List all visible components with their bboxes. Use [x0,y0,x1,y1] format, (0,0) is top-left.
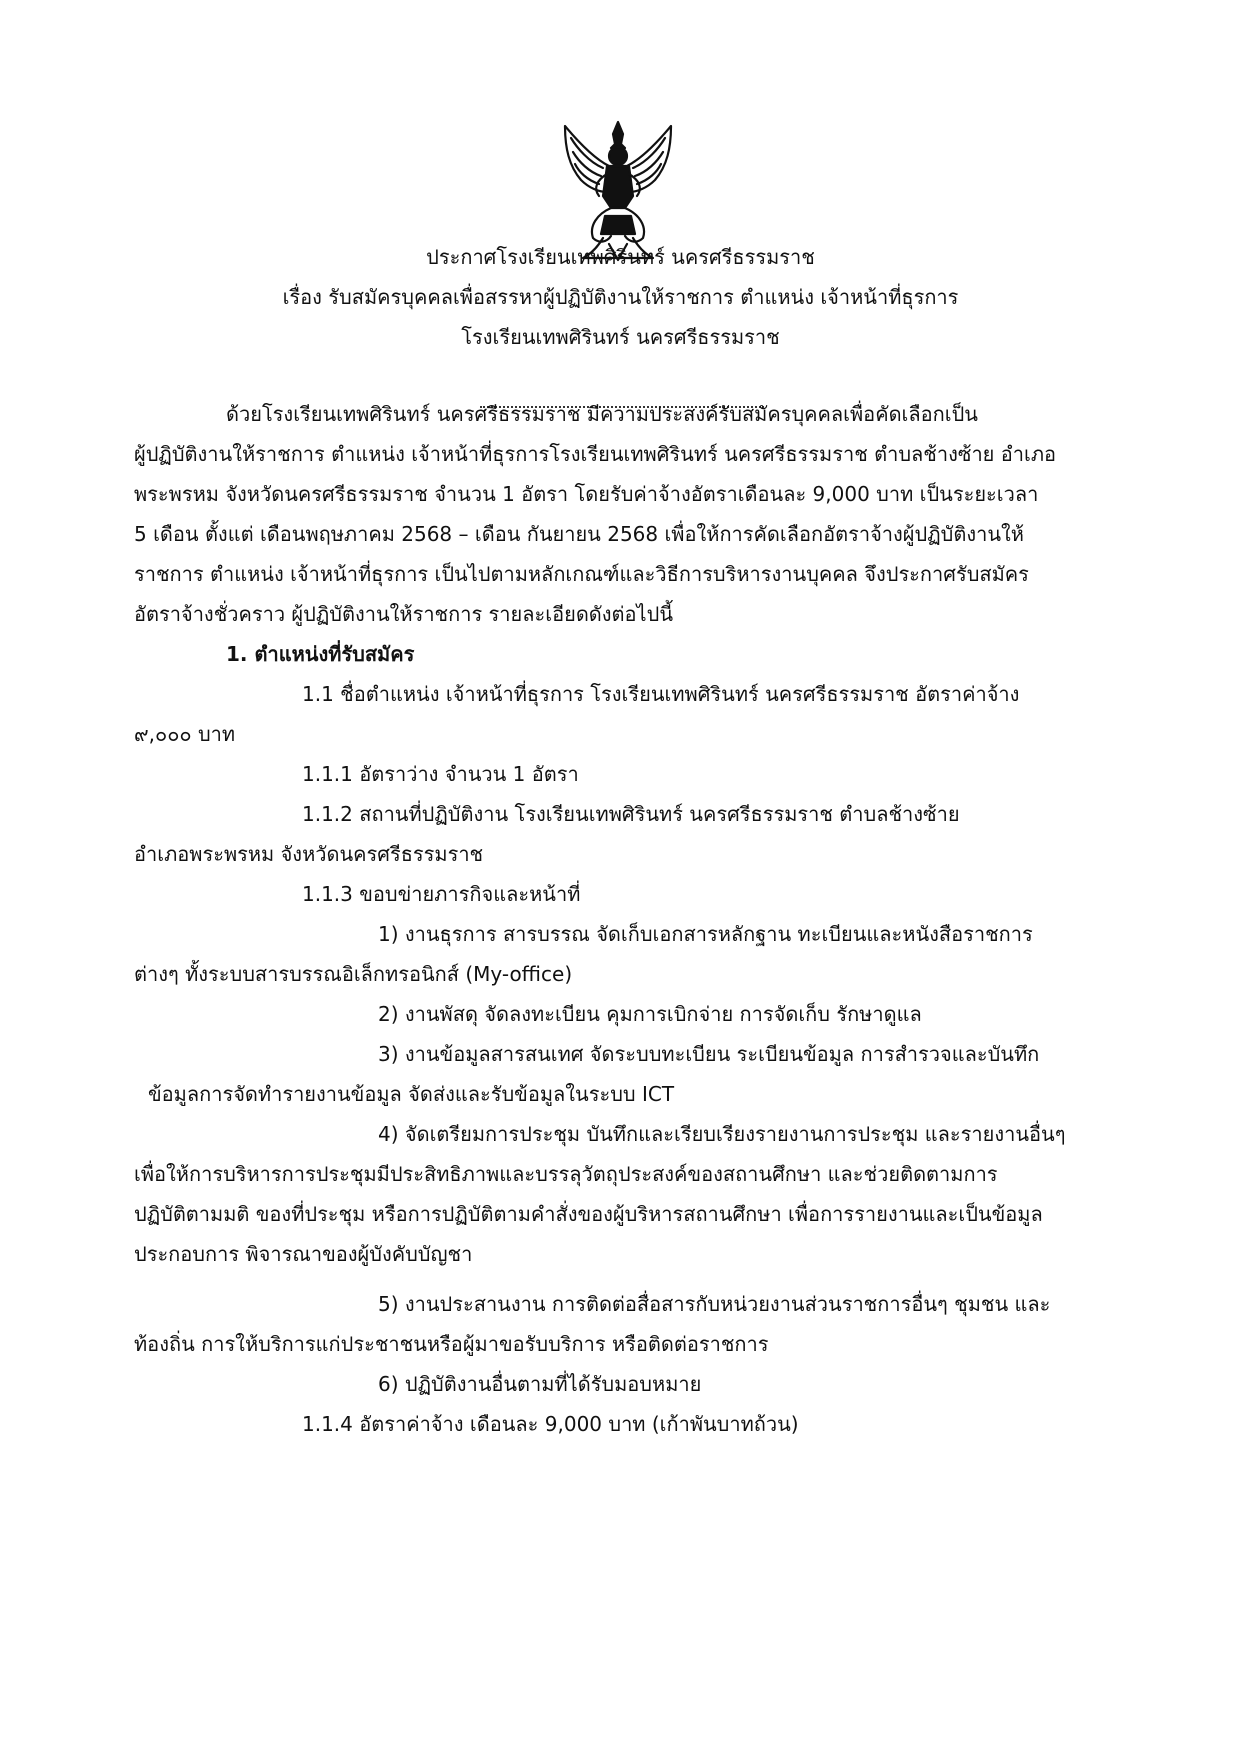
section-1-heading: 1. ตำแหน่งที่รับสมัคร [226,642,415,666]
duty-4-line-4: ประกอบการ พิจารณาของผู้บังคับบัญชา [134,1242,473,1266]
intro-line-1: ด้วยโรงเรียนเทพศิรินทร์ นครศรีธรรมราช มีความประสงค์รับสมัครบุคคลเพื่อคัดเลือกเป็น [226,402,978,426]
duty-1-line-2: ต่างๆ ทั้งระบบสารบรรณอิเล็กทรอนิกส์ (My-office) [134,962,573,986]
item-1-1-3: 1.1.3 ขอบข่ายภารกิจและหน้าที่ [302,882,581,906]
duty-4-line-3: ปฏิบัติตามมติ ของที่ประชุม หรือการปฏิบัติตามคำสั่งของผู้บริหารสถานศึกษา เพื่อการรายงานและเป็นข้อมูล [134,1202,1043,1226]
intro-line-3: พระพรหม จังหวัดนครศรีธรรมราช จำนวน 1 อัตรา โดยรับค่าจ้างอัตราเดือนละ 9,000 บาท เป็นระยะเวลา [134,482,1039,506]
item-1-1-2-line-1: 1.1.2 สถานที่ปฏิบัติงาน โรงเรียนเทพศิรินทร์ นครศรีธรรมราช ตำบลช้างซ้าย [302,802,960,826]
intro-line-5: ราชการ ตำแหน่ง เจ้าหน้าที่ธุรการ เป็นไปตามหลักเกณฑ์และวิธีการบริหารงานบุคคล จึงประกาศรับสมัคร [134,562,1029,586]
duty-4-line-1: 4) จัดเตรียมการประชุม บันทึกและเรียบเรียงรายงานการประชุม และรายงานอื่นๆ [378,1122,1066,1146]
item-1-1-4: 1.1.4 อัตราค่าจ้าง เดือนละ 9,000 บาท (เก้าพันบาทถ้วน) [302,1412,799,1436]
intro-line-4: 5 เดือน ตั้งแต่ เดือนพฤษภาคม 2568 – เดือน กันยายน 2568 เพื่อให้การคัดเลือกอัตราจ้างผู้ปฏิบัติงานให้ [134,522,1024,546]
duty-5-line-1: 5) งานประสานงาน การติดต่อสื่อสารกับหน่วยงานส่วนราชการอื่นๆ ชุมชน และ [378,1292,1051,1316]
item-1-1-1: 1.1.1 อัตราว่าง จำนวน 1 อัตรา [302,762,579,786]
item-1-1-2-line-2: อำเภอพระพรหม จังหวัดนครศรีธรรมราช [134,842,484,866]
duty-4-line-2: เพื่อให้การบริหารการประชุมมีประสิทธิภาพและบรรลุวัตถุประสงค์ของสถานศึกษา และช่วยติดตามการ [134,1162,998,1186]
duty-6: 6) ปฏิบัติงานอื่นตามที่ได้รับมอบหมาย [378,1372,702,1396]
announcement-school: โรงเรียนเทพศิรินทร์ นครศรีธรรมราช [461,325,780,349]
intro-line-6: อัตราจ้างชั่วคราว ผู้ปฏิบัติงานให้ราชการ รายละเอียดดังต่อไปนี้ [134,602,673,626]
duty-3-line-1: 3) งานข้อมูลสารสนเทศ จัดระบบทะเบียน ระเบียนข้อมูล การสำรวจและบันทึก [378,1042,1040,1066]
garuda-emblem-icon [553,118,683,263]
announcement-title: ประกาศโรงเรียนเทพศิรินทร์ นครศรีธรรมราช [426,245,815,269]
duty-3-line-2: ข้อมูลการจัดทำรายงานข้อมูล จัดส่งและรับข้อมูลในระบบ ICT [148,1082,675,1106]
announcement-subject: เรื่อง รับสมัครบุคคลเพื่อสรรหาผู้ปฏิบัติงานให้ราชการ ตำแหน่ง เจ้าหน้าที่ธุรการ [282,285,959,309]
duty-2: 2) งานพัสดุ จัดลงทะเบียน คุมการเบิกจ่าย การจัดเก็บ รักษาดูแล [378,1002,922,1026]
item-1-1-line-1: 1.1 ชื่อตำแหน่ง เจ้าหน้าที่ธุรการ โรงเรียนเทพศิรินทร์ นครศรีธรรมราช อัตราค่าจ้าง [302,682,1020,706]
duty-1-line-1: 1) งานธุรการ สารบรรณ จัดเก็บเอกสารหลักฐาน ทะเบียนและหนังสือราชการ [378,922,1033,946]
item-1-1-line-2: ๙,๐๐๐ บาท [134,722,236,746]
intro-line-2: ผู้ปฏิบัติงานให้ราชการ ตำแหน่ง เจ้าหน้าที่ธุรการโรงเรียนเทพศิรินทร์ นครศรีธรรมราช ตำบลช้างซ้าย อำเภอ [134,442,1057,466]
duty-5-line-2: ท้องถิ่น การให้บริการแก่ประชาชนหรือผู้มาขอรับบริการ หรือติดต่อราชการ [134,1332,769,1356]
